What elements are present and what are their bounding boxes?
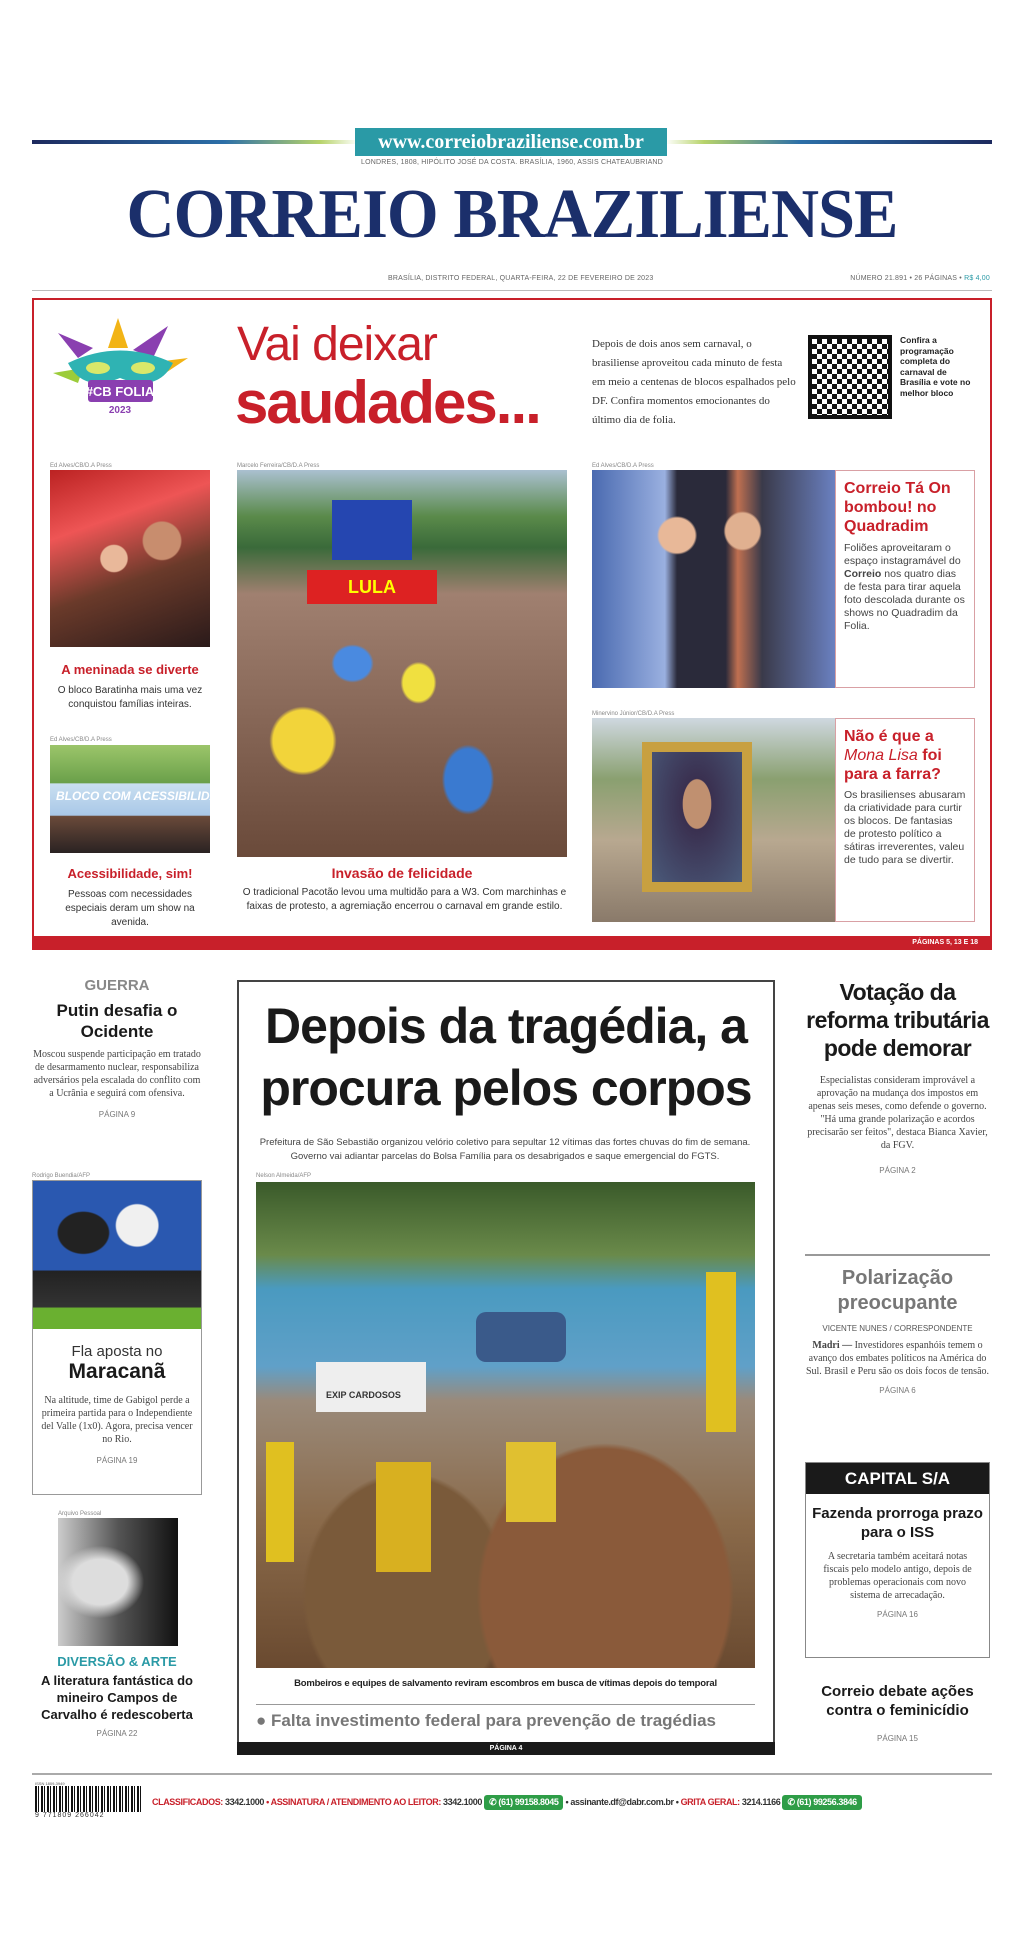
firefighter — [376, 1462, 431, 1572]
related-link[interactable]: ● Falta investimento federal para prevenção de tragédias — [256, 1711, 717, 1730]
photo-crowd — [237, 470, 567, 857]
whatsapp-icon: ✆ — [787, 1797, 795, 1807]
story-title: Correio Tá On bombou! no Quadradim — [844, 480, 951, 535]
sound-truck — [332, 500, 412, 560]
photo-credit: Ed Alves/CB/D.A Press — [50, 737, 112, 743]
photo-credit: Rodrigo Buendia/AFP — [32, 1173, 91, 1179]
story-text: Os brasilienses abusaram da criatividade para curtir os blocos. De fantasias de protesto político a sátiras irreverentes, valeu de tudo para se divertir. — [844, 789, 966, 866]
logo-lettering: #CB FOLIA — [85, 384, 155, 399]
firefighter — [266, 1442, 294, 1562]
carnival-headline: saudades... — [235, 369, 540, 436]
svg-text:2023: 2023 — [108, 405, 132, 416]
photo-credit: Marcelo Ferreira/CB/D.A Press — [237, 463, 320, 469]
photo-mona-lisa — [592, 718, 835, 922]
capital-story[interactable]: CAPITAL S/A Fazenda prorroga prazo para o ISS A secretaria também aceitará notas fiscais pelo modelo antigo, depois de problemas operacionais com novo sistema de arrecadação. PÁGINA 16 — [805, 1462, 990, 1658]
story-title: A meninada se diverte — [61, 662, 199, 677]
story-text: O bloco Baratinha mais uma vez conquistou famílias inteiras. — [57, 685, 203, 710]
story-title: Não é que a Mona Lisa foi para a farra? — [844, 728, 942, 783]
divider — [805, 1254, 990, 1256]
site-url[interactable]: www.correiobraziliense.com.br — [355, 128, 667, 156]
main-page-bar[interactable]: PÁGINA 4 — [237, 1742, 775, 1755]
photo-author — [58, 1518, 178, 1646]
firefighter — [706, 1272, 736, 1432]
divider — [256, 1704, 755, 1705]
story-box — [835, 718, 975, 922]
carnival-intro: Depois de dois anos sem carnaval, o brasiliense aproveitou cada minuto de festa em meio a centenas de blocos espalhados pelo DF. Confira momentos emocionantes do último dia de folia. — [592, 338, 796, 426]
arts-story[interactable]: DIVERSÃO & ARTE A literatura fantástica do mineiro Campos de Carvalho é redescoberta PÁGINA 22 — [41, 1654, 193, 1738]
photo-caption: Bombeiros e equipes de salvamento reviram escombros em busca de vítimas depois do temporal — [294, 1678, 717, 1689]
story-text: Foliões aproveitaram o espaço instagramável do Correio nos quatro dias de festa para tirar aquela foto descolada durante os shows no Quadradim da Folia. — [844, 542, 965, 632]
masthead: CORREIO BRAZILIENSE — [126, 176, 898, 253]
photo-credit: Nelson Almeida/AFP — [256, 1173, 312, 1179]
polarization-story[interactable]: Polarização preocupante VICENTE NUNES / CORRESPONDENTE Madri — Investidores espanhóis temem o avanço dos embates políticos na América do Sul. Brasil e Peru são os dois focos de tensão. PÁGINA 6 — [805, 1267, 990, 1395]
main-subtitle: Prefeitura de São Sebastião organizou velório coletivo para sepultar 12 vítimas das fortes chuvas do fim de semana. Governo vai adiantar parcelas do Bolsa Família para os desabrigados e saque emergencial do FGTS. — [259, 1137, 751, 1162]
story-box — [835, 470, 975, 688]
story-title: Invasão de felicidade — [331, 865, 473, 881]
picture-frame — [642, 742, 752, 892]
femicide-story[interactable]: Correio debate ações contra o feminicídio PÁGINA 15 — [821, 1683, 974, 1743]
photo-football — [33, 1181, 201, 1329]
email-link[interactable]: • assinante.df@dabr.com.br • — [565, 1797, 679, 1807]
main-headline[interactable]: Depois da tragédia, a procura pelos corpos — [260, 998, 752, 1116]
war-story[interactable]: GUERRA Putin desafia o Ocidente Moscou suspende participação em tratado de desarmamento nuclear, responsabiliza adversários pela escalada do conflito com a Ucrânia e seguirá com ofensiva. PÁGINA 9 — [33, 977, 201, 1119]
photo-credit: Ed Alves/CB/D.A Press — [50, 463, 112, 469]
tax-story[interactable]: Votação da reforma tributária pode demorar Especialistas consideram improvável a aprovação na mudança dos impostos em apenas seis meses, como defende o governo. "Há uma grande polarização e acordos precisarão ser feitos", destaca Bianca Xavier, da FGV. PÁGINA 2 — [806, 979, 989, 1175]
car — [476, 1312, 566, 1362]
qr-code[interactable] — [808, 335, 892, 419]
founders-line: LONDRES, 1808, HIPÓLITO JOSÉ DA COSTA. BRASÍLIA, 1960, ASSIS CHATEAUBRIAND — [361, 159, 663, 166]
photo-rescue — [256, 1182, 755, 1668]
van: EXIP CARDOSOS — [316, 1362, 426, 1412]
qr-caption: Confira a programação completa do carnaval de Brasília e vote no melhor bloco — [900, 335, 971, 398]
protest-banner: LULA — [307, 570, 437, 604]
photo-credit: Ed Alves/CB/D.A Press — [592, 463, 654, 469]
contact-strip: CLASSIFICADOS: 3342.1000 • ASSINATURA / ATENDIMENTO AO LEITOR: 3342.1000 ✆ (61) 99158.8045 • assinante.df@dabr.com.br • GRITA GERAL: 3214.1166 ✆ (61) 99256.3846 — [152, 1795, 862, 1810]
barcode: ISSN 1809-3949 9 771809 266042 — [35, 1781, 141, 1819]
divider — [32, 290, 992, 291]
carnival-pages[interactable]: PÁGINAS 5, 13 E 18 — [32, 936, 992, 950]
photo-accessibility: BLOCO COM ACESSIBILIDADE — [50, 745, 210, 853]
photo-credit: Minervino Júnior/CB/D.A Press — [592, 711, 675, 717]
story-text: O tradicional Pacotão levou uma multidão para a W3. Com marchinhas e faixas de protesto, a agremiação encerrou o carnaval em grande estilo. — [242, 887, 567, 912]
firefighter — [506, 1442, 556, 1522]
whatsapp-icon: ✆ — [489, 1797, 497, 1807]
sport-story[interactable]: Fla aposta no Maracanã Na altitude, time de Gabigol perde a primeira partida para o Independiente del Valle (1x0). Agora, precisa vencer no Rio. PÁGINA 19 — [32, 1180, 202, 1495]
footer-rule — [32, 1773, 992, 1775]
cb-folia-logo — [48, 318, 193, 426]
story-text: Pessoas com necessidades especiais deram um show na avenida. — [65, 889, 195, 928]
story-title: Acessibilidade, sim! — [67, 866, 193, 881]
carnival-kicker: Vai deixar — [237, 318, 437, 371]
photo-quadradim — [592, 470, 835, 688]
photo-credit: Arquivo Pessoal — [58, 1511, 102, 1517]
whatsapp-link[interactable]: ✆ (61) 99256.3846 — [782, 1795, 861, 1810]
edition-info: NÚMERO 21.891 • 26 PÁGINAS • R$ 4,00 — [850, 275, 990, 282]
photo-kids — [50, 470, 210, 647]
dateline: BRASÍLIA, DISTRITO FEDERAL, QUARTA-FEIRA, 22 DE FEVEREIRO DE 2023 — [388, 275, 654, 282]
bullet-icon: ● — [256, 1711, 267, 1730]
whatsapp-link[interactable]: ✆ (61) 99158.8045 — [484, 1795, 563, 1810]
